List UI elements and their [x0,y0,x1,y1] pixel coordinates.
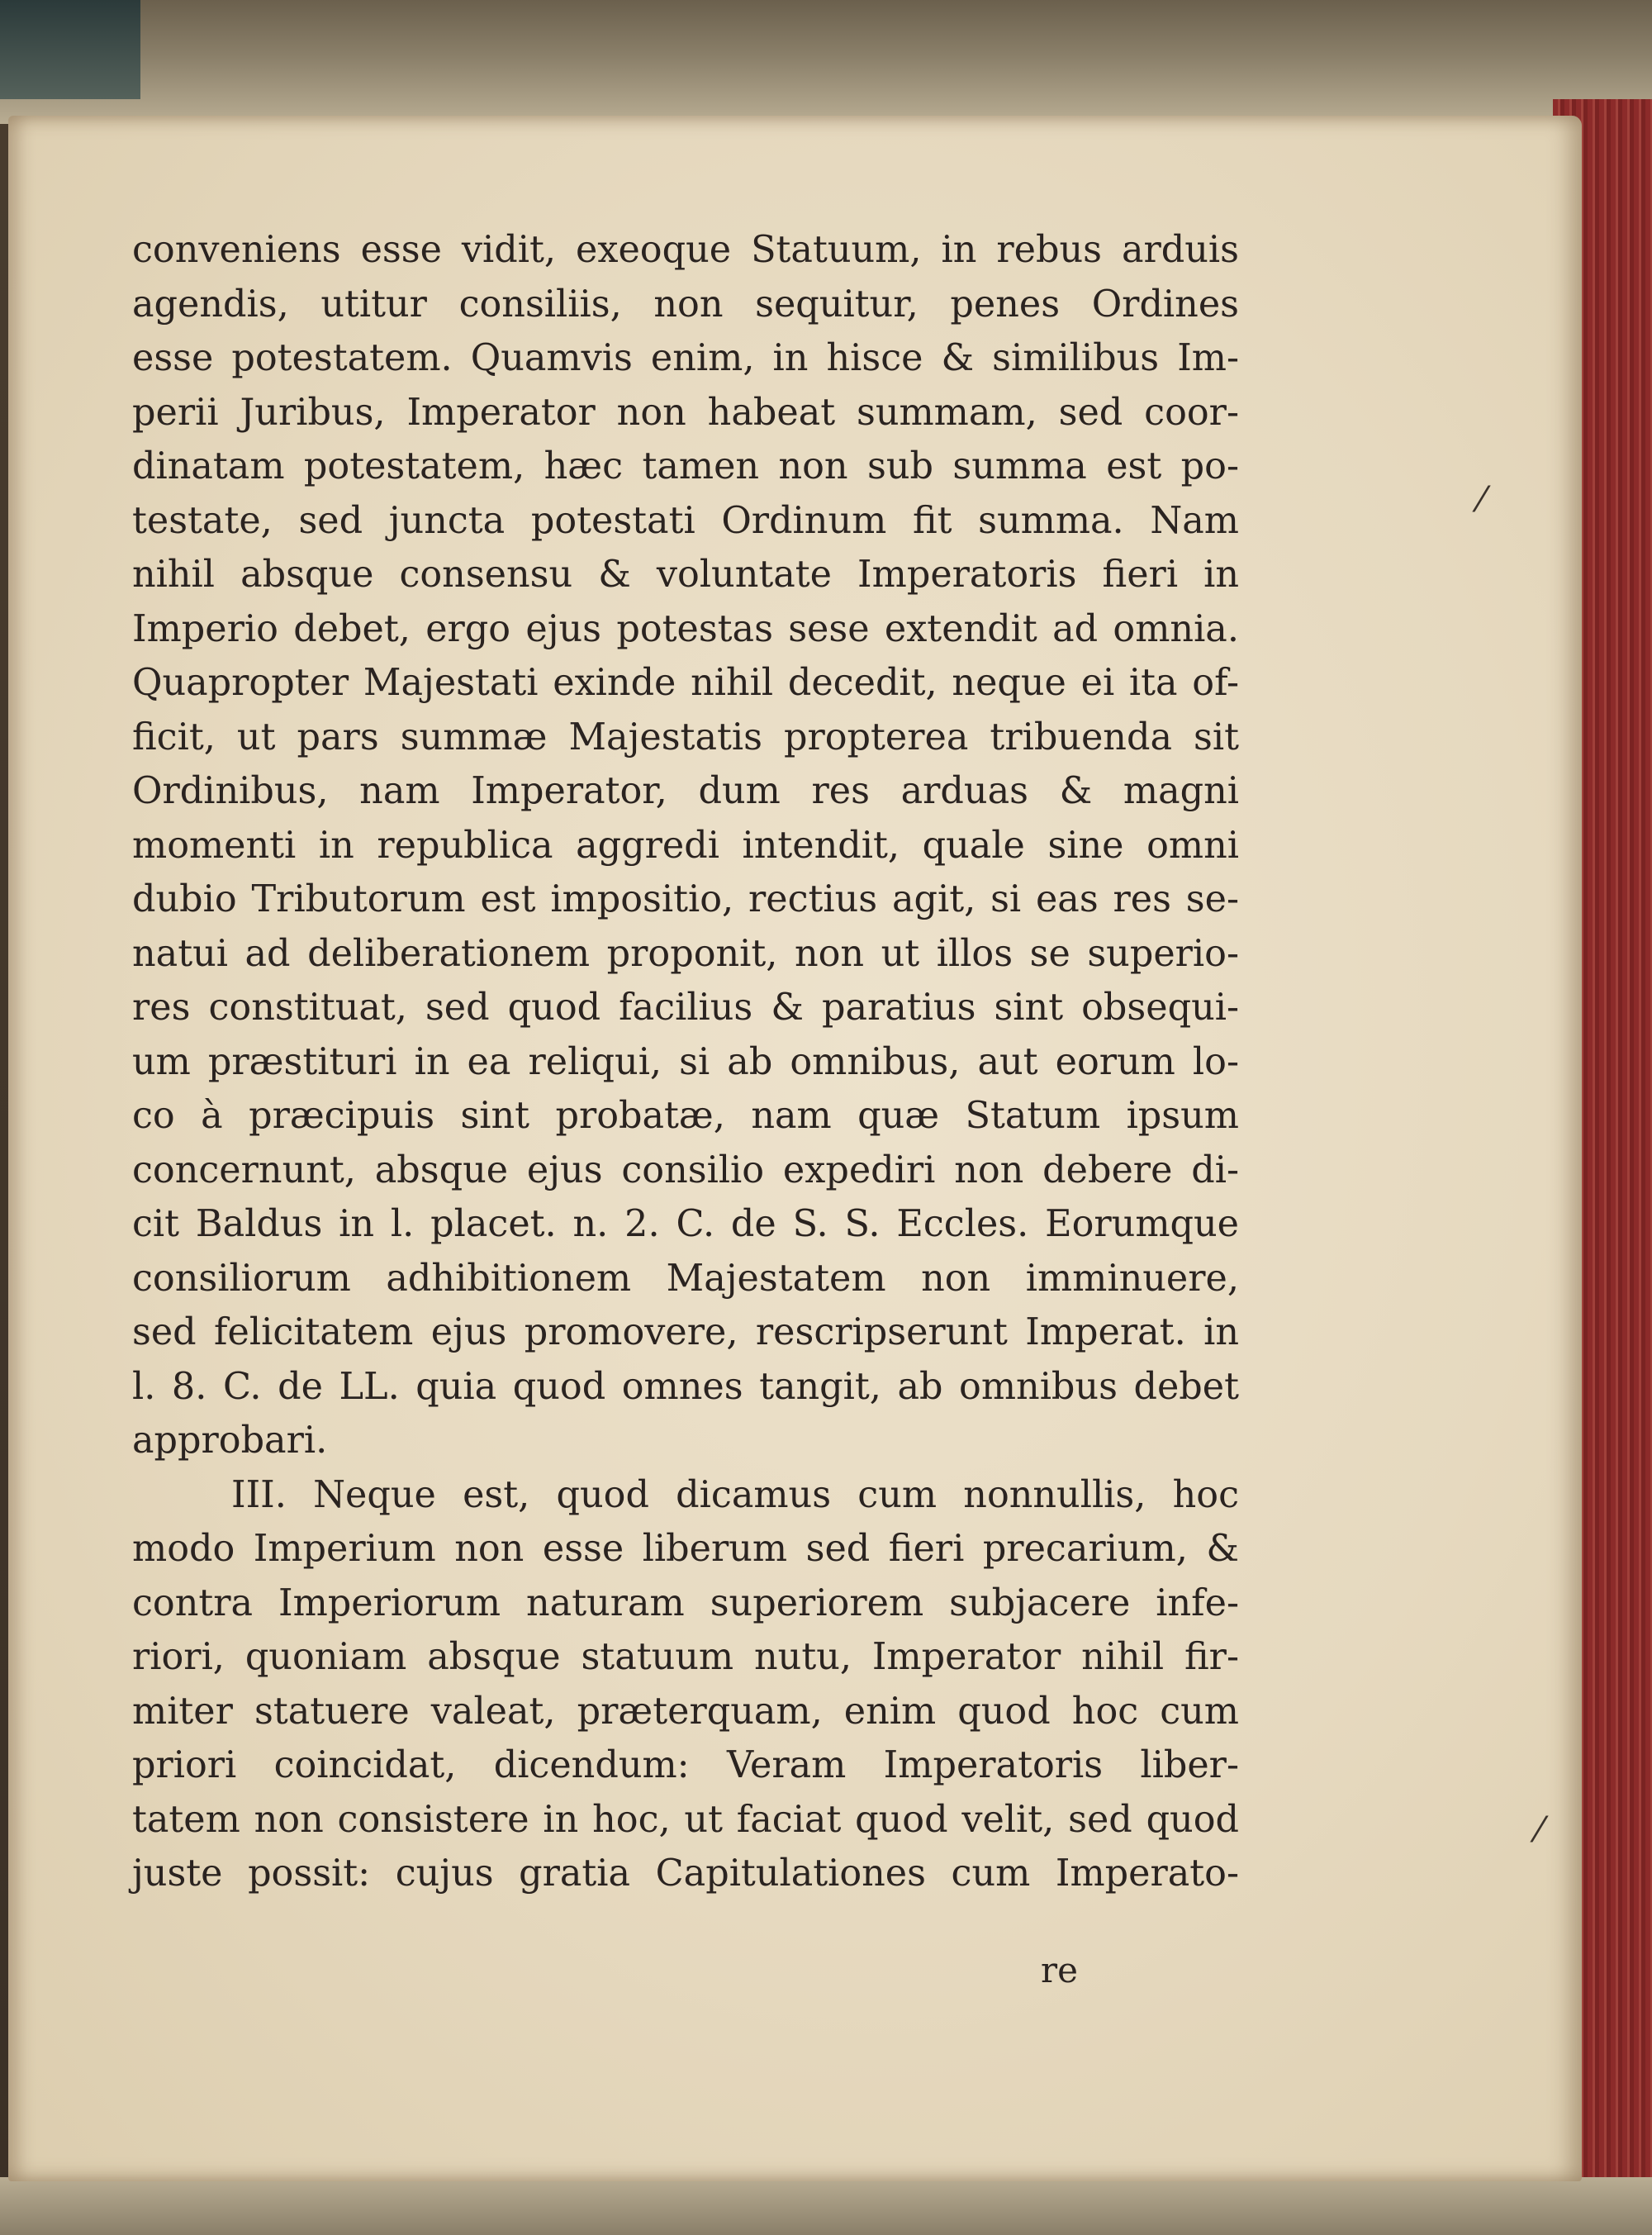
text-line: modo Imperium non esse liberum sed fieri precarium, & [132,1528,1239,1570]
catchword: re [1041,1950,1078,1990]
text-line: priori coincidat, dicendum: Veram Imperatoris liber- [132,1744,1239,1786]
text-line: contra Imperiorum naturam superiorem subjacere infe- [132,1581,1239,1624]
text-line: perii Juribus, Imperator non habeat summam, sed coor- [132,391,1239,434]
text-line: ficit, ut pars summæ Majestatis propterea tribuenda sit [132,716,1239,758]
text-line: dubio Tributorum est impositio, rectius agit, si eas res se- [132,878,1239,920]
text-line: sed felicitatem ejus promovere, rescripserunt Imperat. in [132,1311,1239,1353]
text-line: tatem non consistere in hoc, ut faciat quod velit, sed quod [132,1798,1239,1841]
text-line: riori, quoniam absque statuum nutu, Imperator nihil fir- [132,1636,1239,1678]
text-line: agendis, utitur consiliis, non sequitur, penes Ordines [132,283,1239,326]
text-line: Quapropter Majestati exinde nihil decedit, neque ei ita of- [132,662,1239,704]
text-line: testate, sed juncta potestati Ordinum fit summa. Nam [132,499,1239,542]
book-top-edge [0,0,1652,124]
text-line: momenti in republica aggredi intendit, quale sine omni [132,824,1239,867]
pencil-mark: ⁄ [1479,479,1485,520]
text-line: dinatam potestatem, hæc tamen non sub summa est po- [132,445,1239,487]
pencil-mark: ⁄ [1536,1809,1543,1850]
text-line: esse potestatem. Quamvis enim, in hisce & similibus Im- [132,337,1239,379]
text-line: res constituat, sed quod facilius & paratius sint obsequi- [132,987,1239,1029]
text-line: um præstituri in ea reliqui, si ab omnibus, aut eorum lo- [132,1040,1239,1083]
text-line: nihil absque consensu & voluntate Imperatoris fieri in [132,554,1239,596]
text-line: Ordinibus, nam Imperator, dum res arduas & magni [132,770,1239,812]
text-line: III. Neque est, quod dicamus cum nonnullis, hoc [231,1473,1239,1516]
text-line: approbari. [132,1419,328,1462]
text-line: consiliorum adhibitionem Majestatem non imminuere, [132,1257,1239,1300]
text-line: concernunt, absque ejus consilio expediri non debere di- [132,1148,1239,1191]
text-line: co à præcipuis sint probatæ, nam quæ Statum ipsum [132,1095,1239,1137]
page [8,116,1582,2181]
page-text [132,223,1239,1901]
book-bottom-edge [0,2177,1652,2235]
text-line: natui ad deliberationem proponit, non ut illos se superio- [132,932,1239,975]
text-line: l. 8. C. de LL. quia quod omnes tangit, ab omnibus debet [132,1365,1239,1408]
binding-strip [0,0,140,99]
text-line: Imperio debet, ergo ejus potestas sese extendit ad omnia. [132,607,1239,650]
text-line: juste possit: cujus gratia Capitulationes cum Imperato- [132,1852,1239,1895]
text-line: miter statuere valeat, præterquam, enim quod hoc cum [132,1690,1239,1733]
text-line: cit Baldus in l. placet. n. 2. C. de S. S. Eccles. Eorumque [132,1203,1239,1245]
text-line: conveniens esse vidit, exeoque Statuum, in rebus arduis [132,229,1239,271]
